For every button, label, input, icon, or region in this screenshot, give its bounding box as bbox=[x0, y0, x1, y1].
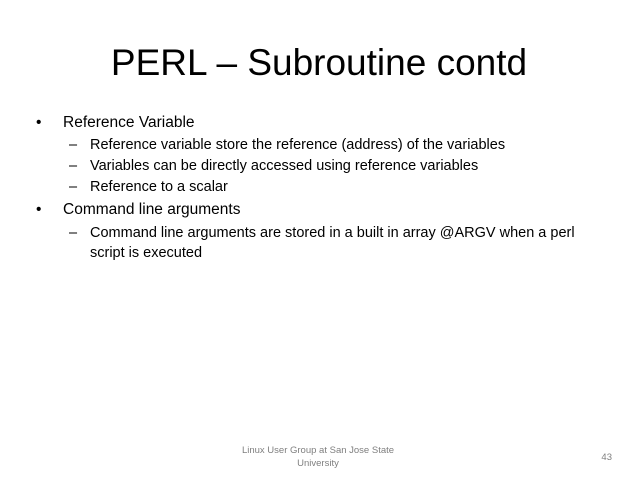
page-number: 43 bbox=[601, 452, 612, 463]
sub-bullet-text-line-1: Command line arguments are stored in a built in array @ARGV when a perl bbox=[90, 225, 575, 241]
dash-marker: – bbox=[69, 137, 78, 153]
sub-bullet-argv bbox=[36, 223, 596, 263]
dash-marker: – bbox=[69, 225, 78, 241]
slide-footer bbox=[218, 444, 418, 470]
sub-bullet-scalar-reference bbox=[36, 177, 596, 197]
footer-line-2: University bbox=[297, 458, 339, 469]
bullet-text: Command line arguments bbox=[63, 201, 241, 218]
bullet-reference-variable bbox=[36, 112, 596, 134]
dash-marker: – bbox=[69, 179, 78, 195]
sub-bullet-reference-store bbox=[36, 135, 596, 155]
bullet-text: Reference Variable bbox=[63, 114, 195, 131]
sub-bullet-text: Reference to a scalar bbox=[90, 179, 228, 195]
dash-marker: – bbox=[69, 158, 78, 174]
sub-bullet-text-line-2: script is executed bbox=[90, 245, 203, 261]
slide-title: PERL – Subroutine contd bbox=[110, 42, 528, 83]
sub-bullet-direct-access bbox=[36, 156, 596, 176]
footer-line-1: Linux User Group at San Jose State bbox=[241, 445, 395, 456]
bullet-marker: • bbox=[36, 201, 42, 218]
bullet-marker: • bbox=[36, 114, 42, 131]
sub-bullet-text: Variables can be directly accessed using reference variables bbox=[90, 158, 479, 174]
bullet-command-line-arguments bbox=[36, 199, 596, 221]
slide-content bbox=[36, 112, 596, 263]
sub-bullet-text: Reference variable store the reference (address) of the variables bbox=[90, 137, 506, 153]
